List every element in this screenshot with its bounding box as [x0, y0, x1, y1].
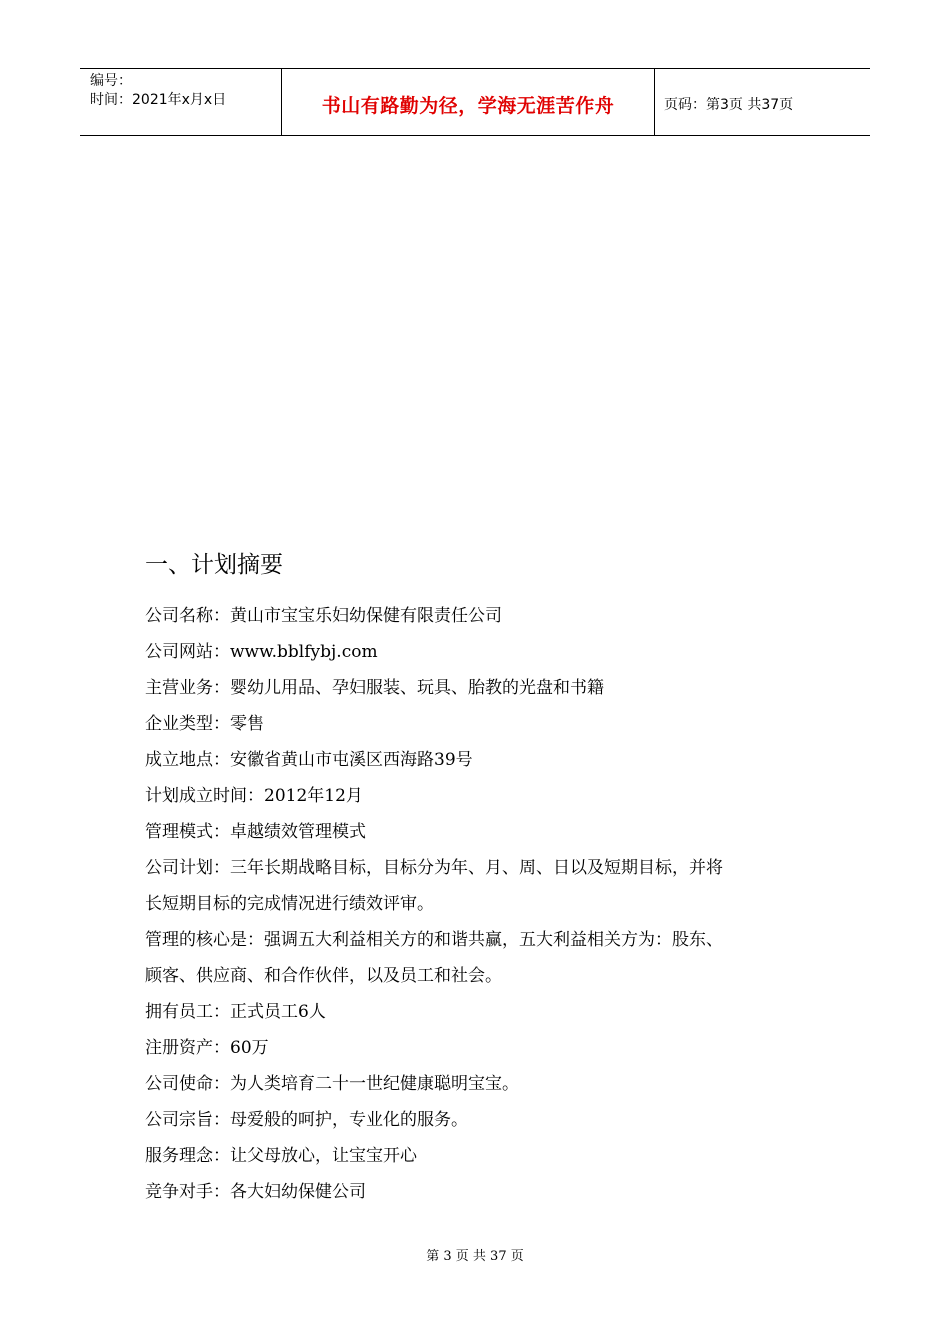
- section-title: 一、计划摘要: [145, 552, 283, 578]
- summary-line: 公司网站：www.bblfybj.com: [145, 642, 378, 662]
- page-header: [80, 68, 870, 136]
- summary-line: 服务理念：让父母放心，让宝宝开心: [145, 1146, 417, 1166]
- summary-line: 主营业务：婴幼儿用品、孕妇服装、玩具、胎教的光盘和书籍: [145, 678, 604, 698]
- summary-line: 管理模式：卓越绩效管理模式: [145, 822, 366, 842]
- header-motto: 书山有路勤为径，学海无涯苦作舟: [321, 94, 615, 117]
- summary-line: 公司使命：为人类培育二十一世纪健康聪明宝宝。: [145, 1074, 519, 1094]
- header-page-cell: [655, 69, 870, 135]
- plan-summary-list: [145, 598, 825, 1210]
- page-footer: 第 3 页 共 37 页: [426, 1249, 524, 1264]
- header-page-info: 页码：第3页 共37页: [664, 97, 794, 113]
- summary-line: 顾客、供应商、和合作伙伴，以及员工和社会。: [145, 966, 502, 986]
- summary-line: 竞争对手：各大妇幼保健公司: [145, 1182, 366, 1202]
- document-time: 时间：2021年x月x日: [90, 92, 227, 108]
- header-motto-cell: [282, 69, 655, 135]
- summary-line: 企业类型：零售: [145, 714, 264, 734]
- summary-line: 公司计划：三年长期战略目标，目标分为年、月、周、日以及短期目标，并将: [145, 858, 723, 878]
- header-meta-cell: [80, 69, 282, 135]
- document-number-label: 编号：: [90, 73, 132, 89]
- summary-line: 长短期目标的完成情况进行绩效评审。: [145, 894, 434, 914]
- summary-line: 管理的核心是：强调五大利益相关方的和谐共赢，五大利益相关方为：股东、: [145, 930, 723, 950]
- summary-line: 拥有员工：正式员工6人: [145, 1002, 326, 1022]
- summary-line: 公司名称：黄山市宝宝乐妇幼保健有限责任公司: [145, 606, 502, 626]
- summary-line: 注册资产：60万: [145, 1038, 269, 1058]
- summary-line: 计划成立时间：2012年12月: [145, 786, 363, 806]
- summary-line: 公司宗旨：母爱般的呵护，专业化的服务。: [145, 1110, 468, 1130]
- summary-line: 成立地点：安徽省黄山市屯溪区西海路39号: [145, 750, 473, 770]
